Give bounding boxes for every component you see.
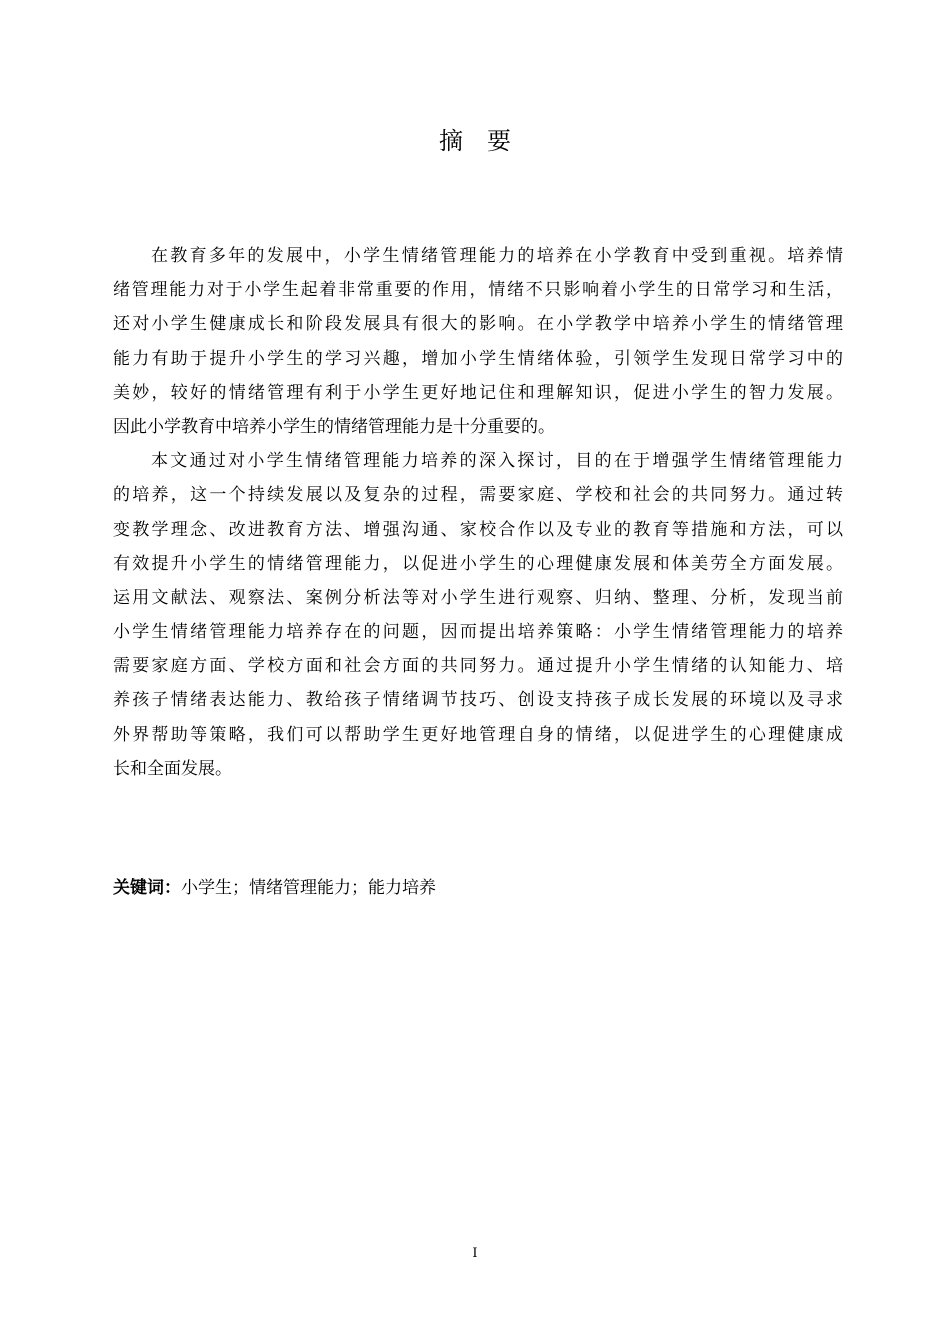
keywords-value: 小学生；情绪管理能力；能力培养	[181, 878, 436, 898]
paragraph-line: 绪管理能力对于小学生起着非常重要的作用，情绪不只影响着小学生的日常学习和生活，	[113, 280, 843, 301]
paragraph-line: 因此小学教育中培养小学生的情绪管理能力是十分重要的。	[113, 416, 555, 437]
paragraph-line: 有效提升小学生的情绪管理能力，以促进小学生的心理健康发展和体美劳全方面发展。	[113, 553, 843, 574]
paragraph-line: 在教育多年的发展中，小学生情绪管理能力的培养在小学教育中受到重视。培养情	[151, 246, 843, 266]
paragraph-1	[113, 239, 843, 444]
keywords	[113, 871, 436, 905]
page-title	[0, 124, 950, 158]
paragraph-line: 本文通过对小学生情绪管理能力培养的深入探讨，目的在于增强学生情绪管理能力	[151, 451, 843, 472]
paragraph-line: 还对小学生健康成长和阶段发展具有很大的影响。在小学教学中培养小学生的情绪管理	[113, 314, 843, 335]
paragraph-line: 需要家庭方面、学校方面和社会方面的共同努力。通过提升小学生情绪的认知能力、培	[113, 656, 843, 677]
paragraph-line: 运用文献法、观察法、案例分析法等对小学生进行观察、归纳、整理、分析，发现当前	[113, 587, 843, 608]
page-title-char-1: 摘	[439, 127, 463, 155]
paragraph-line: 美妙，较好的情绪管理有利于小学生更好地记住和理解知识，促进小学生的智力发展。	[113, 382, 843, 403]
paragraph-line: 变教学理念、改进教育方法、增强沟通、家校合作以及专业的教育等措施和方法，可以	[113, 519, 843, 540]
paragraph-line: 外界帮助等策略，我们可以帮助学生更好地管理自身的情绪，以促进学生的心理健康成	[113, 724, 843, 745]
paragraph-line: 的培养，这一个持续发展以及复杂的过程，需要家庭、学校和社会的共同努力。通过转	[113, 485, 843, 506]
page-title-char-2: 要	[487, 127, 511, 155]
page-number: I	[472, 1246, 478, 1261]
keywords-label: 关键词：	[113, 878, 181, 898]
paragraph-line: 长和全面发展。	[113, 758, 232, 779]
abstract-body	[113, 239, 843, 786]
paragraph-line: 能力有助于提升小学生的学习兴趣，增加小学生情绪体验，引领学生发现日常学习中的	[113, 348, 843, 369]
paragraph-2	[113, 444, 843, 786]
paragraph-line: 小学生情绪管理能力培养存在的问题，因而提出培养策略：小学生情绪管理能力的培养	[113, 622, 843, 643]
paragraph-line: 养孩子情绪表达能力、教给孩子情绪调节技巧、创设支持孩子成长发展的环境以及寻求	[113, 690, 843, 711]
